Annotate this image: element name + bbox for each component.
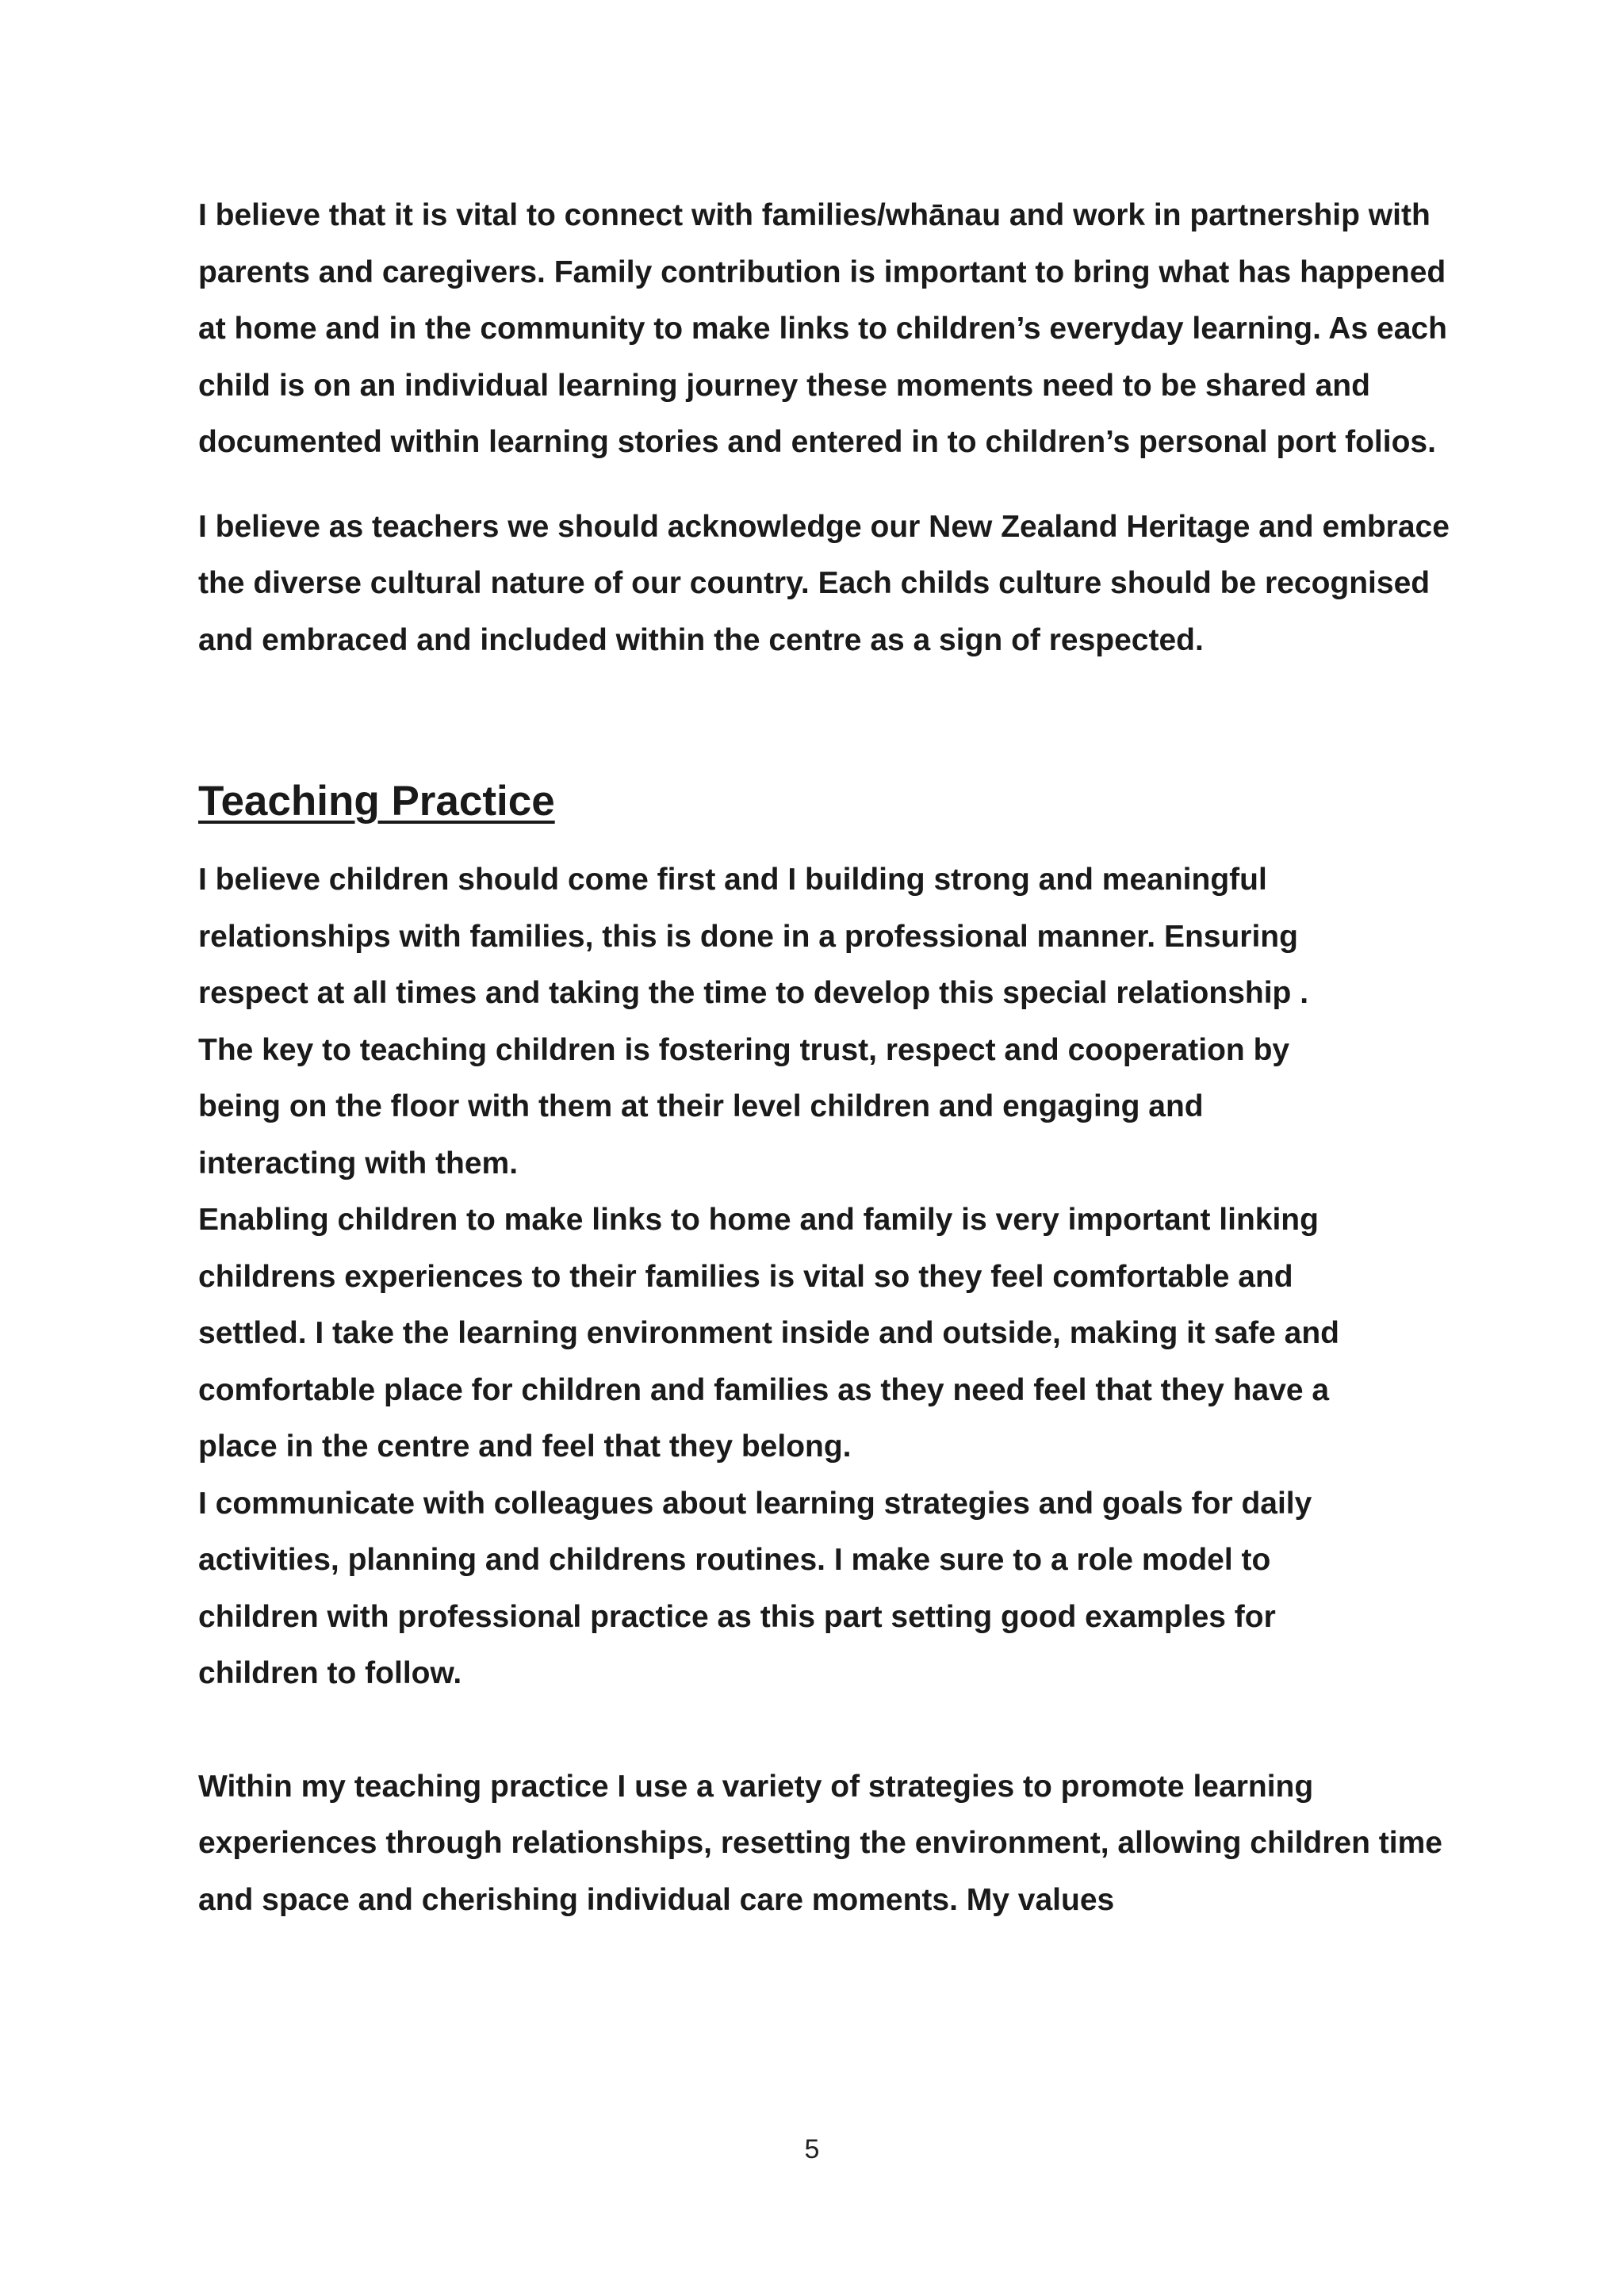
- paragraph-nz-heritage: I believe as teachers we should acknowledge our New Zealand Heritage and embrace the diverse cultural nature of our country. Each childs culture should be recognised and embraced and included within the centre as a sign of respected.: [198, 509, 1450, 657]
- page-number: 5: [804, 2134, 820, 2164]
- text-line: children with professional practice as this part setting good examples for: [198, 1599, 1276, 1634]
- text-line: comfortable place for children and families as they need feel that they have a: [198, 1372, 1330, 1407]
- text-line: respect at all times and taking the time to develop this special relationship .: [198, 976, 1309, 1010]
- text-line: I believe children should come first and I building strong and meaningful: [198, 863, 1267, 897]
- paragraph-teaching-strategies: Within my teaching practice I use a variety of strategies to promote learning experiences through relationships, resetting the environment, allowing children time and space and cherishing individual care moments. My values: [198, 1769, 1442, 1917]
- text-line: settled. I take the learning environment inside and outside, making it safe and: [198, 1316, 1339, 1350]
- text-line: relationships with families, this is done in a professional manner. Ensuring: [198, 919, 1298, 954]
- paragraph-teaching-practice: [198, 851, 1467, 1702]
- section-heading-teaching-practice: Teaching Practice: [198, 778, 555, 825]
- text-line: interacting with them.: [198, 1146, 519, 1181]
- page-body: [198, 187, 1467, 1928]
- text-line: activities, planning and childrens routines. I make sure to a role model to: [198, 1543, 1271, 1577]
- paragraph-family-partnership: I believe that it is vital to connect with families/whānau and work in partnership with parents and caregivers. Family contribution is important to bring what has happened at home and in the community to make links to children’s everyday learning. As each child is on an individual learning journey these moments need to be shared and documented within learning stories and entered in to children’s personal port folios.: [198, 198, 1447, 459]
- text-line: being on the floor with them at their level children and engaging and: [198, 1089, 1204, 1123]
- text-line: childrens experiences to their families is vital so they feel comfortable and: [198, 1259, 1293, 1294]
- text-line: place in the centre and feel that they belong.: [198, 1429, 852, 1464]
- text-line: I communicate with colleagues about learning strategies and goals for daily: [198, 1486, 1312, 1521]
- text-line: Enabling children to make links to home and family is very important linking: [198, 1203, 1319, 1237]
- text-line: The key to teaching children is fostering trust, respect and cooperation by: [198, 1032, 1290, 1067]
- text-line: children to follow.: [198, 1656, 462, 1690]
